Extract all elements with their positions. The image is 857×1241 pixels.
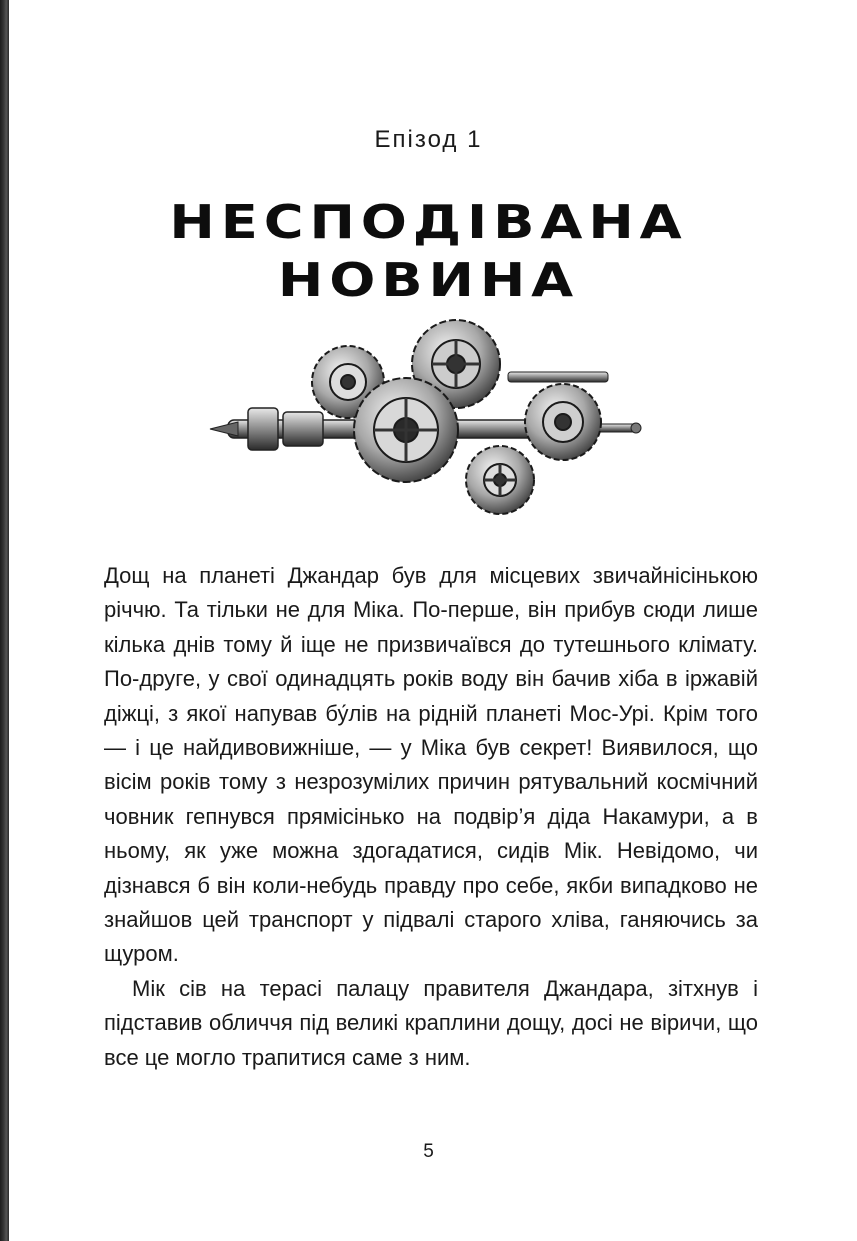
chapter-title <box>0 193 857 309</box>
gear-machine-illustration <box>208 312 648 524</box>
chapter-title-line-2: НОВИНА <box>277 253 580 307</box>
episode-label: Епізод 1 <box>374 126 483 153</box>
chapter-title-line-1: НЕСПОДІВАНА <box>169 195 688 249</box>
page-number: 5 <box>423 1141 434 1162</box>
chapter-body-text <box>104 559 758 1075</box>
paragraph-2: Мік сів на терасі палацу правителя Джандара, зітхнув і підставив обличчя під великі краплини дощу, досі не віричи, що все це могло трапитися саме з ним. <box>104 975 758 1070</box>
page-edge-strip <box>0 0 9 1241</box>
paragraph-1: Дощ на планеті Джандар був для місцевих звичайнісінькою річчю. Та тільки не для Міка. По-перше, він прибув сюди лише кілька днів тому й іще не призвичаївся до тутешнього клімату. По-друге, у свої одинадцять років воду він бачив хіба в іржавій діжці, з якої напував бу́лів на рідній планеті Мос-Урі. Крім того — і це найдивовижніше, — у Міка був секрет! Виявилося, що вісім років тому з незрозумілих причин рятувальний космічний човник гепнувся прямісінько на подвір’я діда Накамури, а в ньому, як уже можна здогадатися, сидів Мік. Невідомо, чи дізнався б він коли-небудь правду про себе, якби випадково не знайшов цей транспорт у підвалі старого хліва, ганяючись за щуром. <box>104 563 758 967</box>
